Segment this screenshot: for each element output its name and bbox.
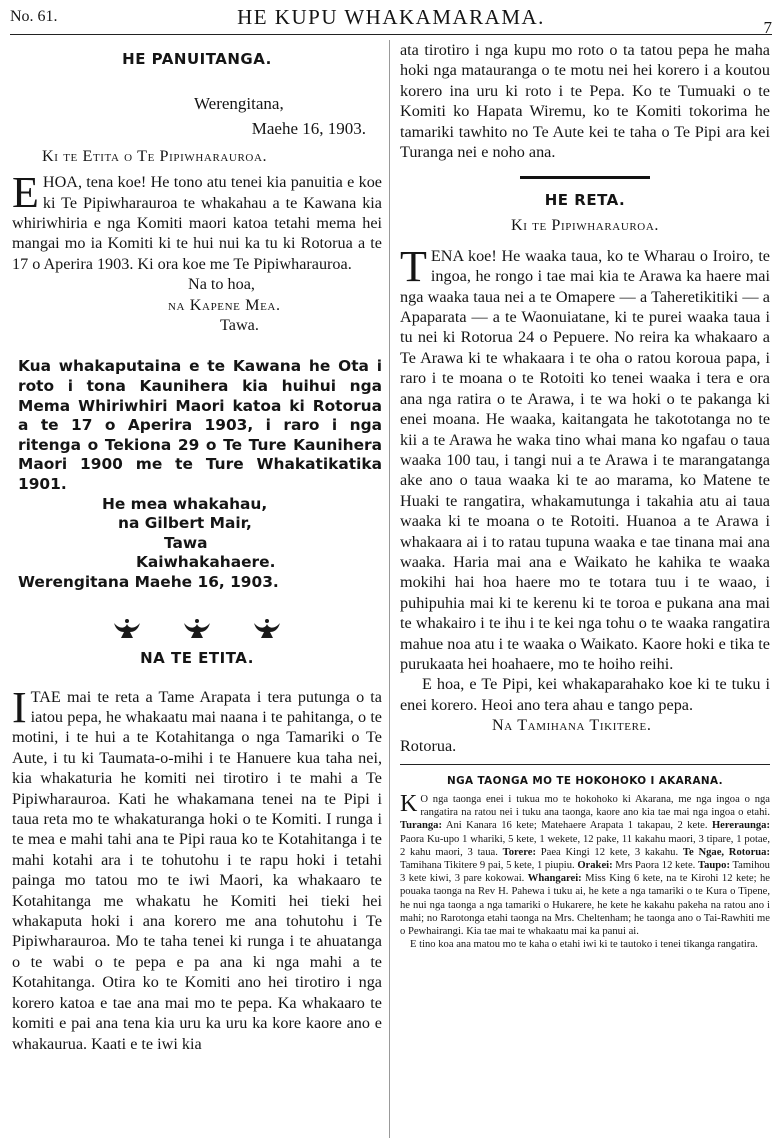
reta-dropcap: T	[400, 241, 427, 291]
taonga-entry-1: Ani Kanara 16 kete; Matehaere Arapata 1 takapau, 2 kete.	[445, 820, 708, 832]
reta-addressee: Ki te Pipiwharauroa.	[510, 216, 660, 235]
notice-body: Kua whakaputaina e te Kawana he Ota i roto i tona Kaunihera kia huihui nga Mema Whiriwhiri Maori katoa ki Rotorua a te 17 o Aperira 1903, i raro i nga ritenga o Tekiona 29 o Te Ture Kaunihera Maori 1900 me te Ture Whakatikatika 1901.	[18, 357, 382, 494]
ornament-row	[12, 617, 382, 639]
running-title: HE KUPU WHAKAMARAMA.	[237, 5, 545, 29]
taonga-entry-5: Mrs Paora 12 kete.	[615, 860, 696, 872]
reta-heading: HE RETA.	[544, 191, 626, 210]
notice-sig-2: na Gilbert Mair,	[118, 514, 252, 533]
reta-place: Rotorua.	[400, 736, 457, 755]
place-date-line-2: Maehe 16, 1903.	[251, 119, 366, 139]
taonga-place-3: Torere:	[502, 846, 536, 858]
reta-closing: E hoa, e Te Pipi, kei whakaparahako koe ki te tuku i enei korero. Heoi ano tera ahau e tango pepa.	[400, 675, 770, 714]
page-header	[10, 4, 772, 35]
panuitanga-dropcap: E	[12, 168, 39, 218]
taonga-intro: O nga taonga enei i tukua mo te hokohoko ki Akarana, me nga ingoa o nga rangatira na ratou nei i tuku ana taonga, kaore ano kia tae mai nga ingoa o etahi.	[420, 794, 770, 819]
notice-sig-5: Werengitana Maehe 16, 1903.	[18, 573, 279, 591]
notice-sig-1: He mea whakahau,	[102, 494, 268, 513]
taonga-place-1: Turanga:	[400, 820, 442, 832]
panuitanga-closing-2: na Kapene Mea.	[168, 295, 281, 314]
taonga-dropcap: K	[400, 791, 418, 817]
panuitanga-closing-1: Na to hoa,	[188, 275, 255, 294]
etita-article	[12, 682, 382, 1054]
reta-signature: Na Tamihana Tikitere.	[492, 716, 652, 735]
taonga-place-7: Whangarei:	[527, 873, 582, 885]
notice-sig-3: Tawa	[164, 533, 208, 552]
taonga-entry-7: Miss King 6 kete, na te Kirohi 12 kete; he pouaka taonga na Rev H. Pahewa i tuku ai, he kete a nga tamariki o te Kura o Tipene, he nui nga taonga a nga tamariki o Hukarere, he kete he kakahu pakeha na ratou ano i mahi; no Rarotonga etahi taonga na Mrs. Cheltenham; he taonga ano o Tai-Rawhiti me o Pewhairangi. Kia tae mai te whakaatu mai ka panui ai.	[400, 873, 770, 938]
reta-letter	[400, 241, 770, 675]
taonga-entry-6: Tamihou 3 kete kiwi, 3 pare kokowai.	[400, 860, 770, 885]
etita-heading: NA TE ETITA.	[140, 648, 254, 667]
panuitanga-heading: HE PANUITANGA.	[122, 50, 272, 68]
fern-flourish-icon	[252, 617, 282, 639]
taonga-place-5: Orakei:	[577, 860, 613, 872]
panuitanga-body: HOA, tena koe! He tono atu tenei kia panuitia e koe ki Te Pipiwharauroa te whakahau a te Kawana kia whiriwhiria e nga Komiti maori katoa tetahi mema hei mangai mo ia Komiti ki te hui nui ka tu ki Rotorua a te 17 o Aperira 1903. Ki ora koe me Te Pipiwharauroa.	[12, 173, 382, 273]
column-divider	[389, 40, 390, 1138]
panuitanga-addressee: Ki te Etita o Te Pipiwharauroa.	[42, 146, 268, 165]
section-thin-rule	[400, 764, 770, 765]
right-column	[400, 40, 770, 951]
issue-number: No. 61.	[10, 8, 58, 25]
taonga-place-2: Hereraunga:	[711, 820, 770, 832]
reta-body: ENA koe! He waaka taua, ko te Wharau o Iroiro, te ingoa, he rongo i tae mai kia te Arawa ka haere mai nga waaka taua nei a te Omapere — a Taheretikitiki — a Apaparata — a te Waonuiatane, ki te purei waaka taua i tu nei ki Rotorua 24 o Pepuere. No reira ka whakaaro a Te Arawa ki te whakaara i te oha o ratou koroua papa, i raro i te moana o te Rotoiti ko tenei waaka i tera e ora ana nga ratira o te Arawa, i te wa hoki o te pakanga ki enei moana. He waaka, kaitangata he takototanga no te kii a te Arawa he waka tino whai mana ko ngafau o taua waaka 100 tau, i tangi nui a te Arawa i te marangatanga ake ano o taua waaka ki te ao marama, ko Matene te Huaki te rangatira, whakamutunga i takahia atu ai taua waaka ki te moana o te Rotoiti. Huanoa a te Arawa i whakaara ai i to ratau tupuna waaka e tae tinana mai ana waaka. Haria mai ana e Waikato he kahika te waaka mokihi hai hoa haere mo te totara tuu i te waao, i puhipuhia mai ki te kerenu ki te toroa e pukana ana mai te whakairo i te ihu i te kei nga tohu o te waaka rangatira mahue noa atu i te waaka o Waikato. Kaore hoki e tika te purukaata hei hoahaere, mo te hoiho reihi.	[400, 246, 770, 673]
fern-flourish-icon	[112, 617, 142, 639]
taonga-place-4: Te Ngae, Rotorua:	[682, 846, 770, 858]
continued-article: ata tirotiro i nga kupu mo roto o ta tatou pepa he maha hoki nga matauranga o te motu nei hei korero i a koutou korero ina uru ki roto i te Pepa. Ko te Tumuaki o te Komiti ko Hapata Wiremu, ko te Komiti tokorima he tamariki tawhito no Te Aute kei te taha o Te Pipi ara kei Turanga nei e noho ana.	[400, 41, 770, 162]
etita-body: TAE mai te reta a Tame Arapata i tera putunga o ta iatou pepa, he whakaatu mai naana i te pahitanga, o te motini, i te hui a te Kotahitanga o nga Tamariki o Te Aute, i tu ki Taumata-o-mihi i te Hanuere kua taha nei, kia whakaturia he komiti nei tirotiro i te mahi a Te Pipiwharauroa. Kati he whakamana tenei na te Pipi i taua reta mo te whakaturanga hoki o te Komiti. I runga i te mea e mahi tahi ana te Pipi raua ko te Kotahitanga i te mahi kotahi ara i te tohutohu i te rapu hoki i tetahi painga mo tatou mo te iwi Maori, ka whakaaro te Kotahitanga me whakatu he Komiti hei tieki hei whakaputa hoki i ana korero me ana tohutohu i Te Pipiwharauroa. Mo te taha tenei ki runga i te ahuatanga o te wabi o te pepa e pa ana ki nga mahi a te Kotahitanga. Otira ko te Komiti ano hei tirotiro i nga korero katoa e tae ana mai mo te pepa. Ka whakaaro te komiti e pai ana tena kia uru ka uru ka kore kaore ano e whakaurua. Kaati e te iwi kia	[12, 687, 382, 1053]
panuitanga-closing-3: Tawa.	[220, 316, 259, 335]
page-number: 7	[763, 18, 772, 37]
left-column	[12, 40, 382, 1054]
taonga-entry-3: Paea Kingi 12 kete, 3 kakahu.	[540, 846, 679, 858]
etita-dropcap: I	[12, 682, 27, 732]
taonga-entry-2: Paora Ku-upo 1 whariki, 5 kete, 1 wekete, 12 pake, 11 kakahu maori, 3 tipare, 1 potae, 2 kahu maori, 3 taua.	[400, 833, 770, 858]
taonga-list	[400, 793, 770, 938]
taonga-place-6: Taupo:	[697, 860, 730, 872]
notice-sig-4: Kaiwhakahaere.	[136, 553, 276, 572]
taonga-closing: E tino koa ana matou mo te kaha o etahi iwi ki te tautoko i tenei tikanga rangatira.	[410, 939, 758, 951]
government-notice	[12, 357, 382, 592]
section-rule	[520, 176, 650, 179]
place-date-line-1: Werengitana,	[194, 94, 284, 113]
panuitanga-letter	[12, 168, 382, 274]
taonga-heading: NGA TAONGA MO TE HOKOHOKO I AKARANA.	[447, 775, 723, 787]
taonga-entry-4: Tamihana Tikitere 9 pai, 5 kete, 1 piupiu.	[400, 860, 575, 872]
fern-flourish-icon	[182, 617, 212, 639]
